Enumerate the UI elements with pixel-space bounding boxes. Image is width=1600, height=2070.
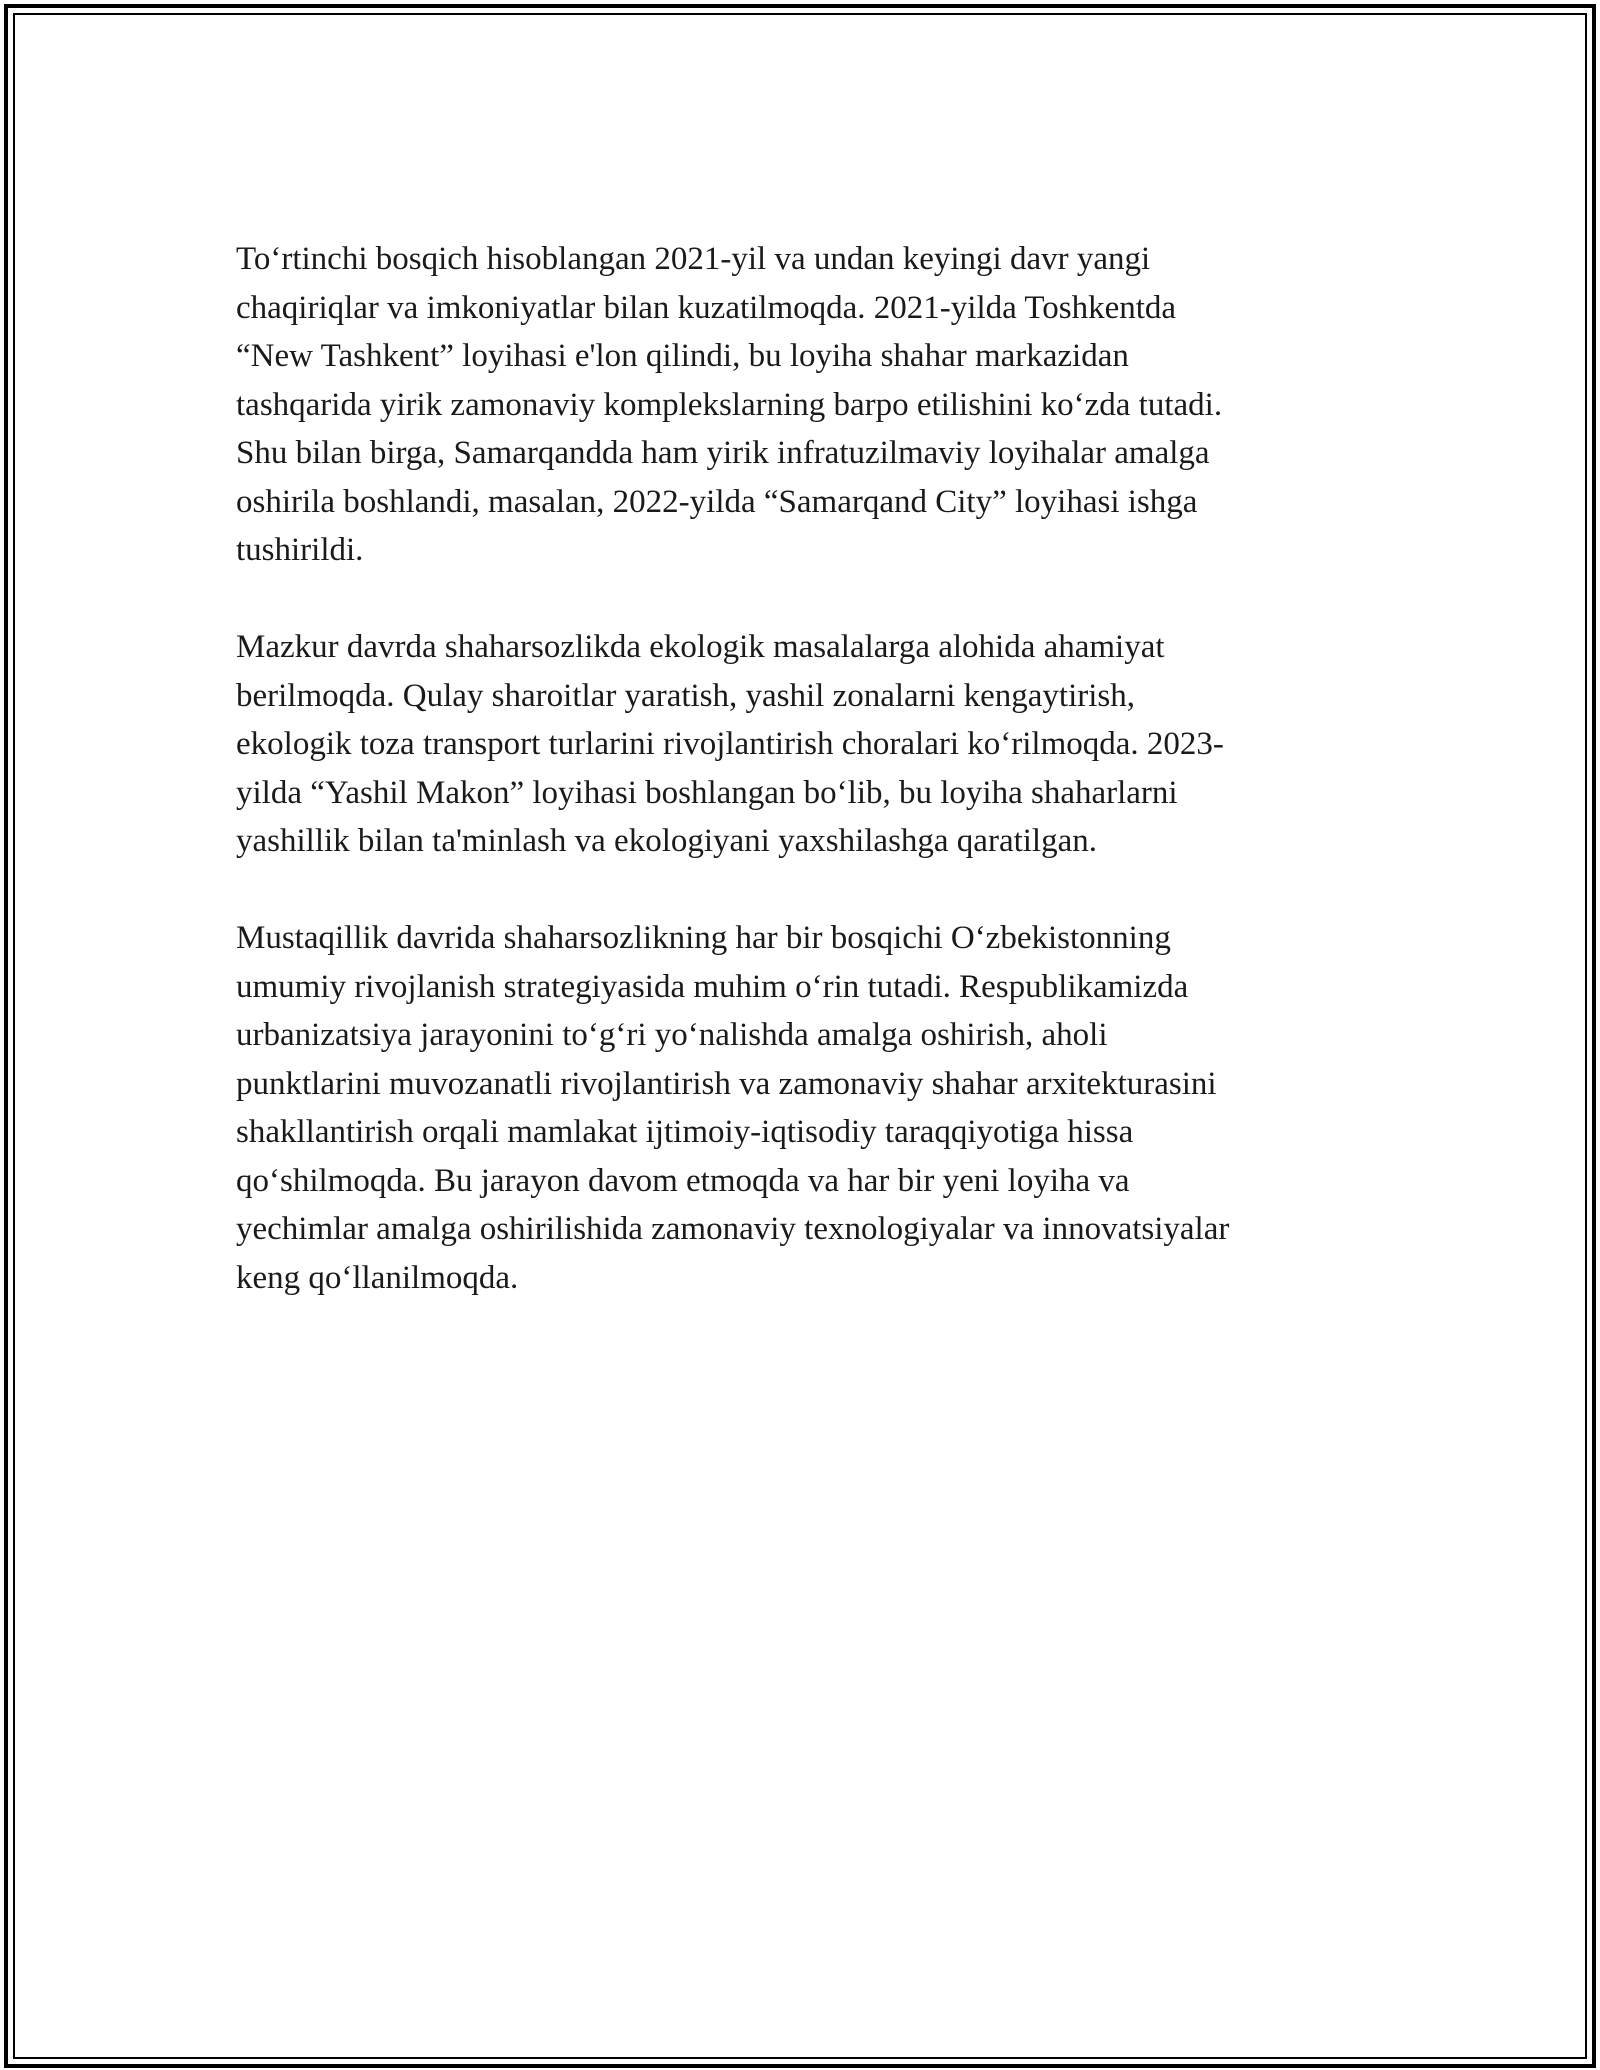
paragraph-ecology: Mazkur davrda shaharsozlikda ekologik masalalarga alohida ahamiyat berilmoqda. Qulay sharoitlar yaratish, yashil zonalarni kengaytirish, ekologik toza transport turlarini rivojlantirish choralari ko‘rilmoqda. 2023- yilda “Yashil Makon” loyihasi boshlangan bo‘lib, bu loyiha shaharlarni yashillik bilan ta'minlash va ekologiyani yaxshilashga qaratilgan. xyxy=(236,629,1224,859)
paragraph-fourth-stage: To‘rtinchi bosqich hisoblangan 2021-yil va undan keyingi davr yangi chaqiriqlar va imkoniyatlar bilan kuzatilmoqda. 2021-yilda Toshkentda “New Tashkent” loyihasi e'lon qilindi, bu loyiha shahar markazidan tashqarida yirik zamonaviy komplekslarning barpo etilishini ko‘zda tutadi. Shu bilan birga, Samarqandda ham yirik infratuzilmaviy loyihalar amalga oshirila boshlandi, masalan, 2022-yilda “Samarqand City” loyihasi ishga tushirildi. xyxy=(236,241,1223,568)
paragraph-independence-period: Mustaqillik davrida shaharsozlikning har bir bosqichi O‘zbekistonning umumiy rivojlanish strategiyasida muhim o‘rin tutadi. Respublikamizda urbanizatsiya jarayonini to‘g‘ri yo‘nalishda amalga oshirish, aholi punktlarini muvozanatli rivojlantirish va zamonaviy shahar arxitekturasini shakllantirish orqali mamlakat ijtimoiy-iqtisodiy taraqqiyotiga hissa qo‘shilmoqda. Bu jarayon davom etmoqda va har bir yeni loyiha va yechimlar amalga oshirilishida zamonaviy texnologiyalar va innovatsiyalar keng qo‘llanilmoqda. xyxy=(236,920,1230,1296)
document-body xyxy=(236,235,1356,1351)
